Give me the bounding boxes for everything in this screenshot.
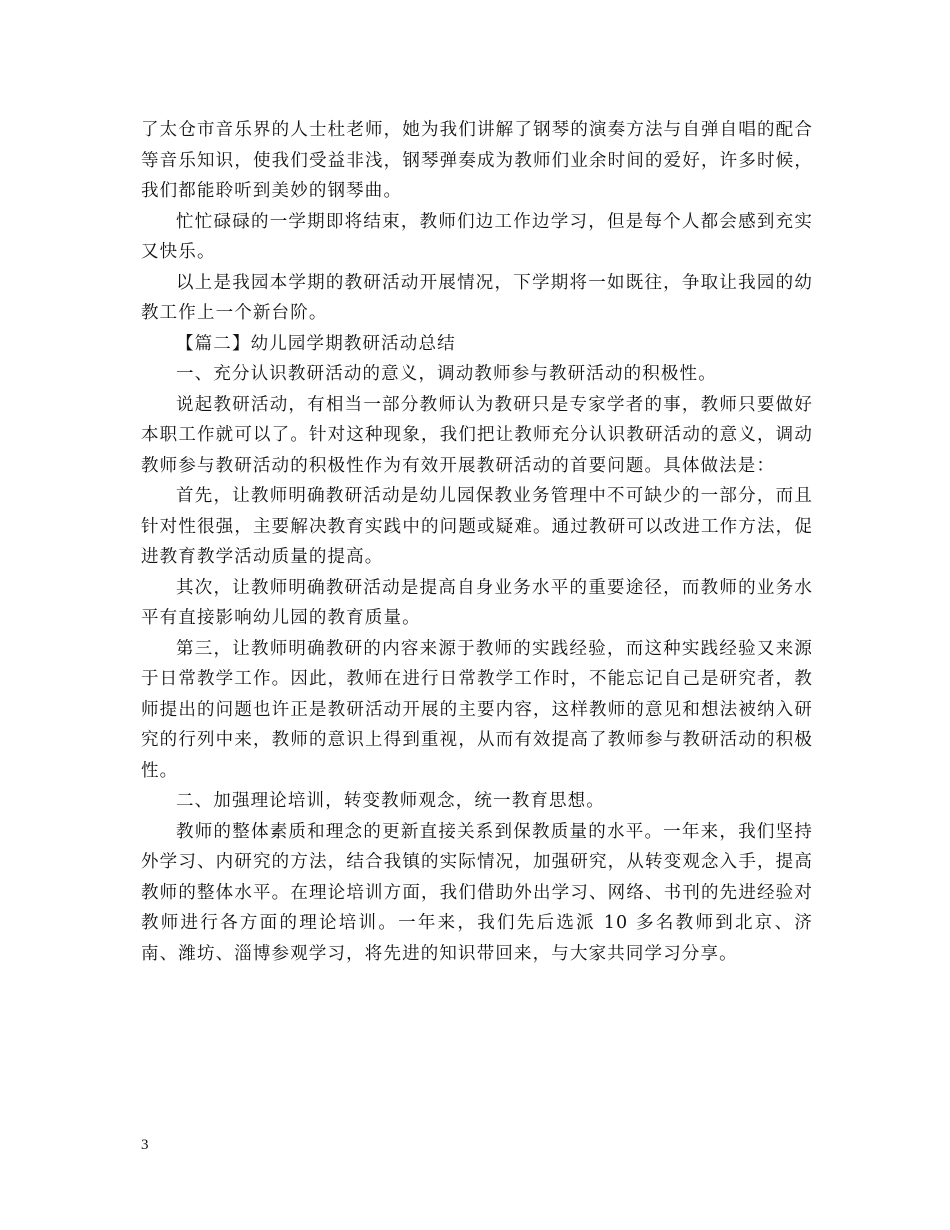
paragraph-1: 了太仓市音乐界的人士杜老师，她为我们讲解了钢琴的演奏方法与自弹自唱的配合等音乐知识，使我们受益非浅，钢琴弹奏成为教师们业余时间的爱好，许多时候，我们都能聆听到美妙的钢琴曲。 <box>141 120 813 201</box>
paragraph-3: 以上是我园本学期的教研活动开展情况，下学期将一如既往，争取让我园的幼教工作上一个新台阶。 <box>141 272 813 323</box>
subheading-two: 二、加强理论培训，转变教师观念，统一教育思想。 <box>176 791 605 811</box>
paragraph-9: 第三，让教师明确教研的内容来源于教师的实践经验，而这种实践经验又来源于日常教学工作。因此，教师在进行日常教学工作时，不能忘记自己是研究者，教师提出的问题也许正是教研活动开展的主要内容，这样教师的意见和想法被纳入研究的行列中来，教师的意识上得到重视，从而有效提高了教师参与教研活动的积极性。 <box>141 638 813 781</box>
paragraph-8: 其次，让教师明确教研活动是提高自身业务水平的重要途径，而教师的业务水平有直接影响幼儿园的教育质量。 <box>141 577 813 628</box>
paragraph-2: 忙忙碌碌的一学期即将结束，教师们边工作边学习，但是每个人都会感到充实又快乐。 <box>141 211 813 262</box>
section-heading-part-two: 【篇二】幼儿园学期教研活动总结 <box>176 333 456 354</box>
page-number: 3 <box>141 1137 149 1153</box>
paragraph-7: 首先，让教师明确教研活动是幼儿园保教业务管理中不可缺少的一部分，而且针对性很强，主要解决教育实践中的问题或疑难。通过教研可以改进工作方法，促进教育教学活动质量的提高。 <box>141 486 813 567</box>
subheading-one: 一、充分认识教研活动的意义，调动教师参与教研活动的积极性。 <box>176 364 717 384</box>
paragraph-11: 教师的整体素质和理念的更新直接关系到保教质量的水平。一年来，我们坚持外学习、内研究的方法，结合我镇的实际情况，加强研究，从转变观念入手，提高教师的整体水平。在理论培训方面，我们借助外出学习、网络、书刊的先进经验对教师进行各方面的理论培训。一年来，我们先后选派 10 多名教师到北京、济南、潍坊、淄博参观学习，将先进的知识带回来，与大家共同学习分享。 <box>141 821 813 964</box>
paragraph-6: 说起教研活动，有相当一部分教师认为教研只是专家学者的事，教师只要做好本职工作就可以了。针对这种现象，我们把让教师充分认识教研活动的意义，调动教师参与教研活动的积极性作为有效开展教研活动的首要问题。具体做法是： <box>141 394 813 476</box>
document-body <box>141 115 813 969</box>
